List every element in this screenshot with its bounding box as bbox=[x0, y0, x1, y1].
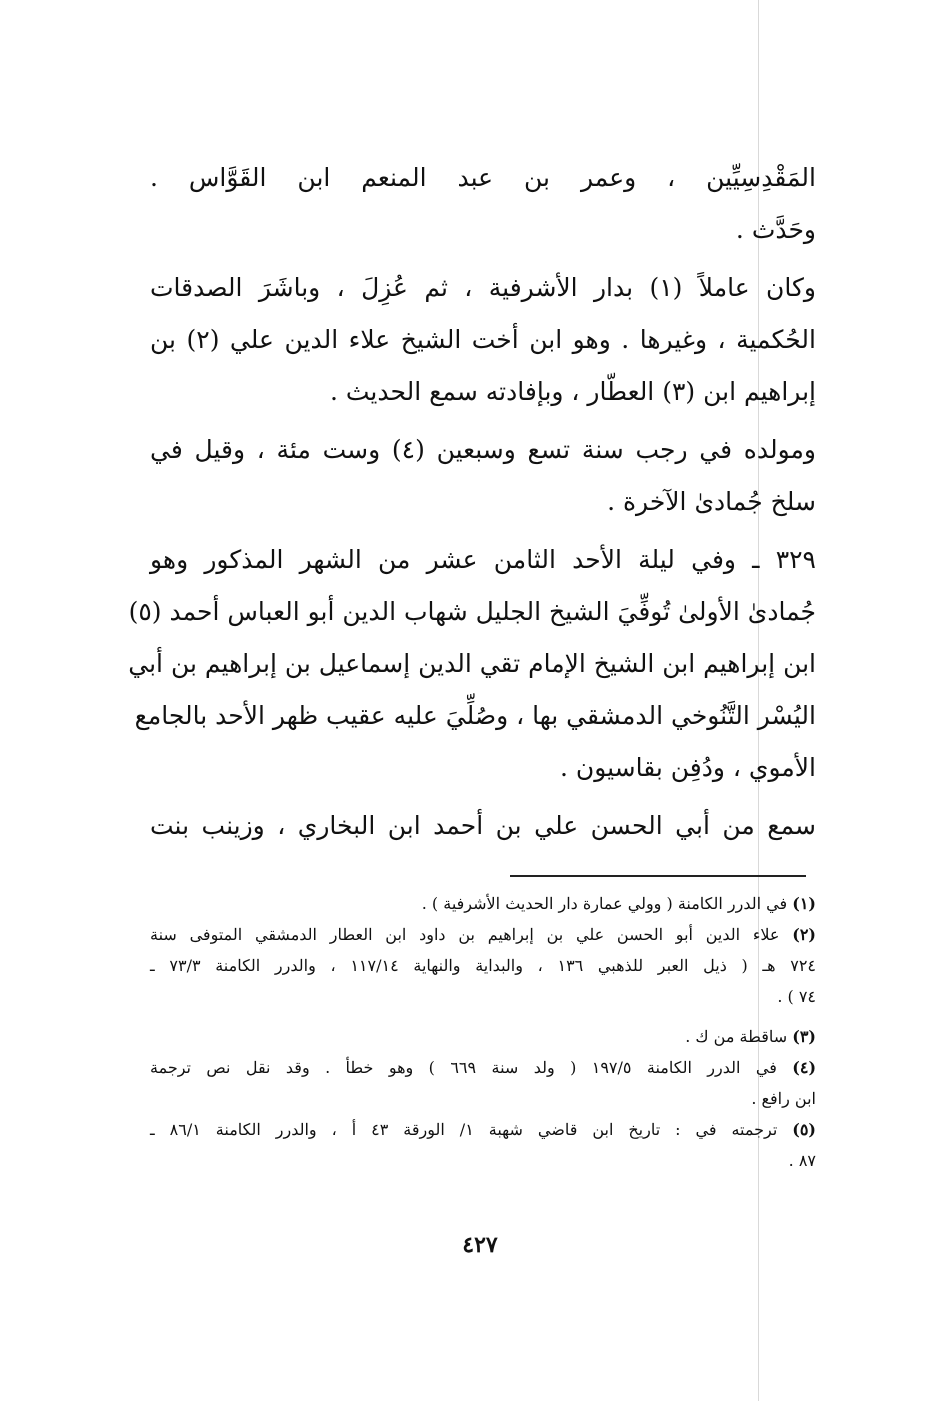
main-text-block bbox=[128, 152, 816, 852]
text-line: سمع من أبي الحسن علي بن أحمد ابن البخاري ، وزينب بنت bbox=[150, 811, 816, 840]
text-line: إبراهيم ابن (٣) العطّار ، وبإفادته سمع الحديث . bbox=[329, 377, 816, 406]
text-line: وحَدَّث . bbox=[735, 215, 816, 244]
text-line: الأموي ، ودُفِن بقاسيون . bbox=[559, 753, 816, 782]
footnote-text: ٧٢٤ هـ ( ذيل العبر للذهبي ١٣٦ ، والبداية والنهاية ١١٧/١٤ ، والدرر الكامنة ٧٣/٣ ـ bbox=[150, 956, 817, 975]
footnote-separator bbox=[510, 875, 806, 877]
footnote-3 bbox=[150, 1021, 816, 1052]
footnote-text: ابن رافع . bbox=[751, 1089, 816, 1108]
footnote-1 bbox=[150, 888, 816, 919]
text-line: المَقْدِسِيِّين ، وعمر بن عبد المنعم ابن القَوَّاس . bbox=[150, 163, 816, 192]
footnote-number: (٤) bbox=[792, 1058, 817, 1077]
footnote-number: (١) bbox=[792, 894, 816, 913]
text-line: سلخ جُمادىٰ الآخرة . bbox=[607, 487, 816, 516]
text-line: اليُسْر التَّنُوخي الدمشقي بها ، وصُلِّيَ عليه عقيب ظهر الأحد بالجامع bbox=[134, 701, 816, 730]
footnote-text: علاء الدين أبو الحسن علي بن إبراهيم بن داود ابن العطار الدمشقي المتوفى سنة bbox=[150, 925, 780, 944]
footnote-4 bbox=[150, 1052, 816, 1083]
footnote-number: (٣) bbox=[792, 1027, 816, 1046]
footnote-text: ٧٤ ) . bbox=[777, 987, 816, 1006]
footnote-text: ترجمته في : تاريخ ابن قاضي شهبة ١/ الورقة ٤٣ أ ، والدرر الكامنة ٨٦/١ ـ bbox=[150, 1120, 778, 1139]
text-line: ابن إبراهيم ابن الشيخ الإمام تقي الدين إسماعيل بن إبراهيم بن أبي bbox=[128, 649, 816, 678]
footnote-5 bbox=[150, 1114, 816, 1145]
footnote-2 bbox=[150, 919, 816, 950]
text-line: ومولده في رجب سنة تسع وسبعين (٤) وست مئة ، وقيل في bbox=[150, 435, 816, 464]
footnote-text: ساقطة من ك . bbox=[685, 1027, 788, 1046]
text-line: الحُكمية ، وغيرها . وهو ابن أخت الشيخ علاء الدين علي (٢) بن bbox=[150, 325, 816, 354]
footnote-number: (٢) bbox=[792, 925, 816, 944]
footnote-text: في الدرر الكامنة ( وولي عمارة دار الحديث الأشرفية ) . bbox=[421, 894, 788, 913]
footnotes-block bbox=[150, 888, 816, 1176]
footnote-text: في الدرر الكامنة ١٩٧/٥ ( ولد سنة ٦٦٩ ) وهو خطأ . وقد نقل نص ترجمة bbox=[150, 1058, 777, 1077]
text-line: وكان عاملاً (١) بدار الأشرفية ، ثم عُزِلَ ، وباشَرَ الصدقات bbox=[150, 273, 816, 302]
footnote-number: (٥) bbox=[792, 1120, 816, 1139]
entry-heading-line: ٣٢٩ ـ وفي ليلة الأحد الثامن عشر من الشهر المذكور وهو bbox=[150, 545, 816, 574]
footnote-text: ٨٧ . bbox=[788, 1151, 816, 1170]
text-line: جُمادىٰ الأولىٰ تُوفِّيَ الشيخ الجليل شهاب الدين أبو العباس أحمد (٥) bbox=[128, 597, 816, 626]
page-number: ٤٢٧ bbox=[462, 1232, 498, 1258]
